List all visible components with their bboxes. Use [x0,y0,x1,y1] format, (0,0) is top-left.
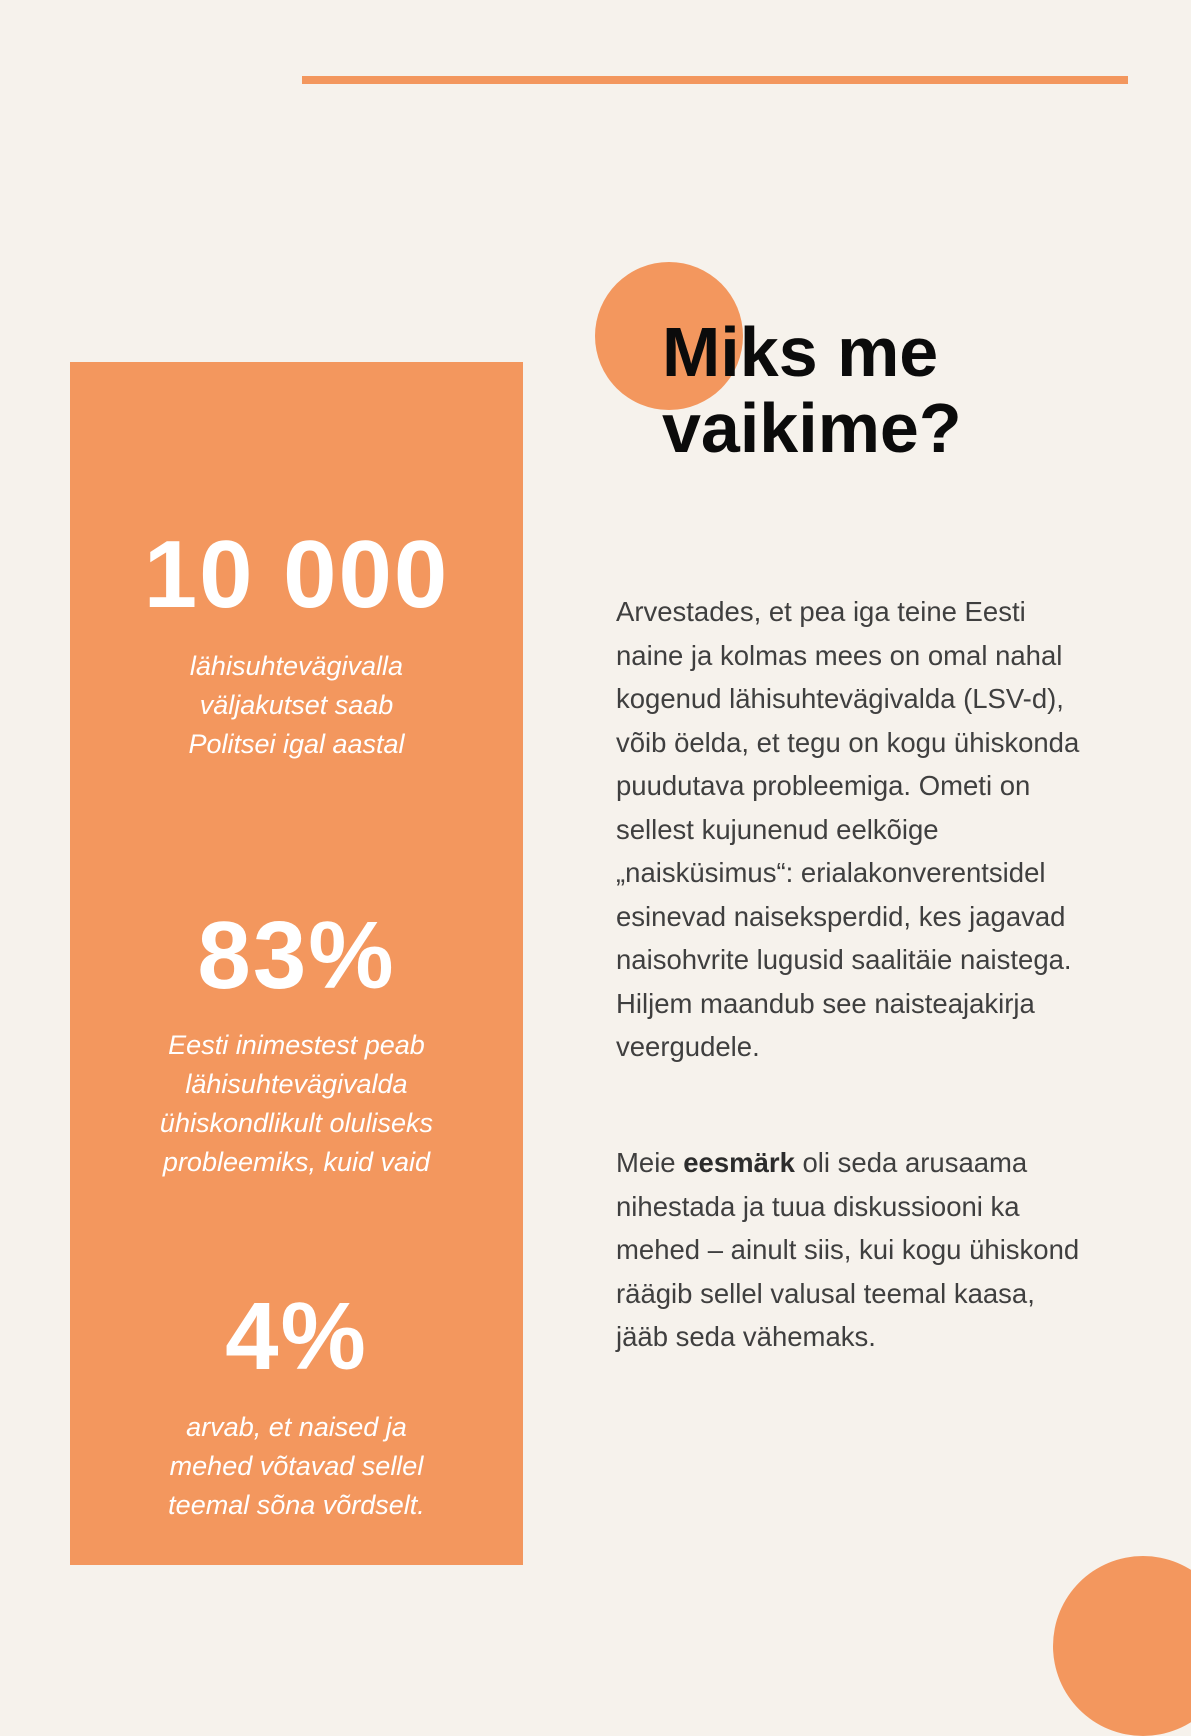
stat-caption-83-percent: Eesti inimestest peab lähisuhtevägivalda ühiskondlikult oluliseks probleemiks, kuid vaid [159,1030,434,1177]
top-accent-rule [302,76,1128,84]
corner-accent-circle [1053,1556,1191,1736]
stats-panel [70,362,523,1565]
goal-keyword: eesmärk [683,1147,795,1178]
stat-value-calls: 10 000 [143,521,450,628]
goal-paragraph [616,1141,1086,1359]
stat-value-4-percent: 4% [225,1283,368,1390]
stat-value-83-percent: 83% [197,902,396,1009]
goal-paragraph-start: Meie [616,1147,684,1178]
goal-paragraph-end: oli seda arusaama nihestada ja tuua diskussiooni ka mehed – ainult siis, kui kogu ühiskond räägib sellel valusal teemal kaasa, jääb seda vähemaks. [616,1147,1080,1352]
intro-paragraph: Arvestades, et pea iga teine Eesti naine ja kolmas mees on omal nahal kogenud lähisuhtevägivalda (LSV-d), võib öelda, et tegu on kogu ühiskonda puudutava probleemiga. Ometi on sellest kujunenud eelkõige „naisküsimus“: erialakonverentsidel esinevad naiseksperdid, kes jagavad naisohvrite lugusid saalitäie naistega. Hiljem maandub see naisteajakirja veergudele. [616,596,1080,1062]
stat-caption-4-percent: arvab, et naised ja mehed võtavad sellel teemal sõna võrdselt. [168,1412,425,1520]
stat-caption-calls: lähisuhtevägivalla väljakutset saab Politsei igal aastal [188,651,405,759]
page-title: Miks me vaikime? [662,313,962,467]
